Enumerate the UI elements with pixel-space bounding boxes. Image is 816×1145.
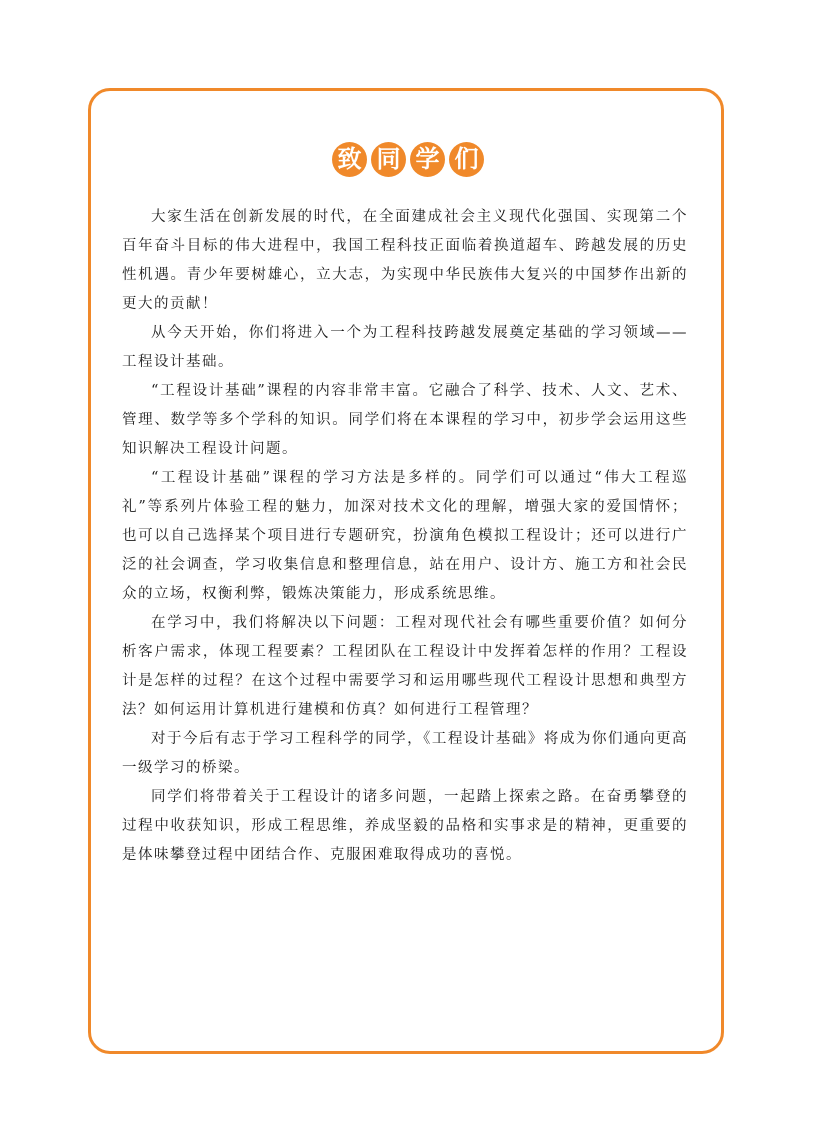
title-char: 同 bbox=[371, 142, 406, 177]
title-char: 学 bbox=[410, 142, 445, 177]
paragraph: 大家生活在创新发展的时代，在全面建成社会主义现代化强国、实现第二个百年奋斗目标的伟大进程中，我国工程科技正面临着换道超车、跨越发展的历史性机遇。青少年要树雄心，立大志，为实现中华民族伟大复兴的中国梦作出新的更大的贡献！ bbox=[122, 209, 688, 312]
title-char: 们 bbox=[449, 142, 484, 177]
paragraph: 在学习中，我们将解决以下问题：工程对现代社会有哪些重要价值？如何分析客户需求，体现工程要素？工程团队在工程设计中发挥着怎样的作用？工程设计是怎样的过程？在这个过程中需要学习和运用哪些现代工程设计思想和典型方法？如何运用计算机进行建模和仿真？如何进行工程管理？ bbox=[122, 615, 688, 718]
paragraph: 从今天开始，你们将进入一个为工程科技跨越发展奠定基础的学习领域——工程设计基础。 bbox=[122, 325, 688, 370]
paragraph: “工程设计基础”课程的学习方法是多样的。同学们可以通过“伟大工程巡礼”等系列片体验工程的魅力，加深对技术文化的理解，增强大家的爱国情怀；也可以自己选择某个项目进行专题研究，扮演角色模拟工程设计；还可以进行广泛的社会调查，学习收集信息和整理信息，站在用户、设计方、施工方和社会民众的立场，权衡利弊，锻炼决策能力，形成系统思维。 bbox=[122, 470, 688, 602]
paragraph: 对于今后有志于学习工程科学的同学，《工程设计基础》将成为你们通向更高一级学习的桥梁。 bbox=[122, 731, 688, 776]
paragraph: 同学们将带着关于工程设计的诸多问题，一起踏上探索之路。在奋勇攀登的过程中收获知识，形成工程思维，养成坚毅的品格和实事求是的精神，更重要的是体味攀登过程中团结合作、克服困难取得成功的喜悦。 bbox=[122, 789, 688, 863]
title-char: 致 bbox=[332, 142, 367, 177]
letter-body bbox=[122, 203, 688, 870]
page-title bbox=[0, 142, 816, 177]
paragraph: “工程设计基础”课程的内容非常丰富。它融合了科学、技术、人文、艺术、管理、数学等多个学科的知识。同学们将在本课程的学习中，初步学会运用这些知识解决工程设计问题。 bbox=[122, 383, 688, 457]
